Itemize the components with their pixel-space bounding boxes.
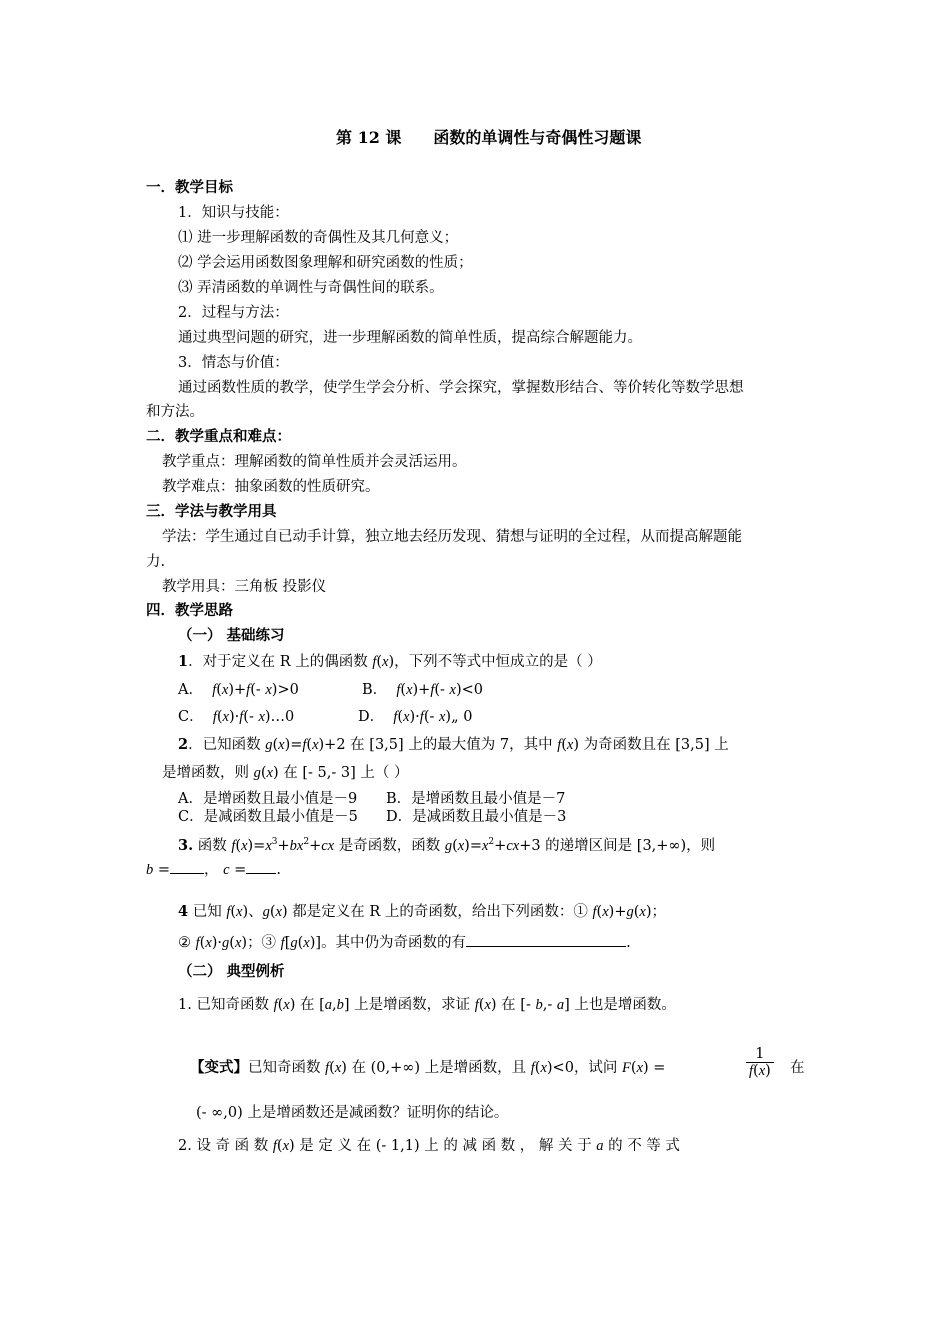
question-2-option-b: B．是增函数且最小值是－7 [386, 791, 566, 807]
variant-problem-line-1: 【变式】已知奇函数 f(x) 在 (0,+∞) 上是增函数，且 f(x)<0，试问 F(x) = [190, 1059, 666, 1076]
section-heading-methods: 三．学法与教学用具 [146, 503, 277, 520]
question-1-option-b: B． f(x)+f(- x)<0 [362, 682, 484, 698]
emotion-text-line-1: 通过函数性质的教学，使学生学会分析、学会探究，掌握数形结合、等价转化等数学思想 [178, 380, 744, 396]
teaching-tools: 教学用具：三角板 投影仪 [162, 579, 327, 595]
section-heading-approach: 四．教学思路 [146, 602, 233, 619]
knowledge-item-2: ⑵ 学会运用函数图象理解和研究函数的性质； [178, 255, 473, 271]
question-3-line-2: b = ， c = . [146, 859, 281, 880]
knowledge-item-1: ⑴ 进一步理解函数的奇偶性及其几何意义； [178, 230, 459, 246]
subheading-knowledge: 1．知识与技能： [178, 205, 289, 221]
focus-key-point: 教学重点：理解函数的简单性质并会灵活运用。 [162, 454, 467, 470]
question-2-line-1: 2．已知函数 g(x)=f(x)+2 在 [3,5] 上的最大值为 7，其中 f(x) 为奇函数且在 [3,5] 上 [178, 736, 729, 753]
methods-text-line-2: 力. [146, 554, 166, 570]
question-1: 1．对于定义在 R 上的偶函数 f(x)，下列不等式中恒成立的是（ ） [178, 653, 602, 670]
subheading-process: 2．过程与方法： [178, 305, 289, 321]
subheading-emotion: 3．情态与价值： [178, 355, 289, 371]
answer-blank-b[interactable] [170, 859, 204, 874]
subheading-basic-practice: （一） 基础练习 [178, 627, 285, 644]
question-2-line-2: 是增函数，则 g(x) 在 [- 5,- 3] 上（ ） [162, 765, 409, 781]
variant-problem-line-2: (- ∞,0) 上是增函数还是减函数？证明你的结论。 [196, 1105, 509, 1121]
question-1-option-a: A． f(x)+f(- x)>0 [178, 682, 299, 698]
answer-blank-odd-functions[interactable] [466, 932, 626, 947]
question-1-option-c: C． f(x)·f(- x)…0 [178, 709, 295, 725]
question-4-line-1: 4 已知 f(x)、g(x) 都是定义在 R 上的奇函数，给出下列函数：① f(x)+g(x)； [178, 903, 666, 920]
process-text: 通过典型问题的研究，进一步理解函数的简单性质，提高综合解题能力。 [178, 330, 642, 346]
section-heading-focus: 二．教学重点和难点： [146, 428, 291, 445]
question-2-option-c: C．是减函数且最小值是－5 [178, 809, 358, 825]
question-1-option-d: D． f(x)·f(- x)„ 0 [358, 709, 473, 725]
emotion-text-line-2: 和方法。 [146, 404, 204, 420]
answer-blank-c[interactable] [246, 859, 276, 874]
subheading-examples: （二） 典型例析 [178, 963, 285, 980]
focus-difficulty: 教学难点：抽象函数的性质研究。 [162, 479, 380, 495]
question-4-line-2: ② f(x)·g(x)；③ f[g(x)]。其中仍为奇函数的有 . [178, 932, 631, 953]
example-2: 2. 设 奇 函 数 f(x) 是 定 义 在 (- 1,1) 上 的 减 函 数 ， 解 关 于 a 的 不 等 式 [178, 1138, 680, 1154]
page-title: 第 12 课 函数的单调性与奇偶性习题课 [336, 128, 642, 147]
question-2-option-a: A．是增函数且最小值是－9 [178, 791, 358, 807]
section-heading-goals: 一．教学目标 [146, 179, 233, 196]
variant-problem-line-1-end: 在 [790, 1060, 805, 1076]
example-1: 1. 已知奇函数 f(x) 在 [a,b] 上是增函数，求证 f(x) 在 [- b,- a] 上也是增函数。 [178, 997, 676, 1013]
methods-text-line-1: 学法：学生通过自已动手计算，独立地去经历发现、猜想与证明的全过程，从而提高解题能 [162, 529, 742, 545]
variant-fraction: $\frac{1}{f(x)}$ [746, 1046, 774, 1080]
knowledge-item-3: ⑶ 弄清函数的单调性与奇偶性间的联系。 [178, 280, 444, 296]
question-2-option-d: D．是减函数且最小值是－3 [386, 809, 567, 825]
question-3-line-1: 3. 函数 $f(x)=x^3+bx^2+cx$ 是奇函数，函数 $g(x)=x^2+cx+3$ 的递增区间是 [3,+∞)，则 [178, 836, 716, 854]
